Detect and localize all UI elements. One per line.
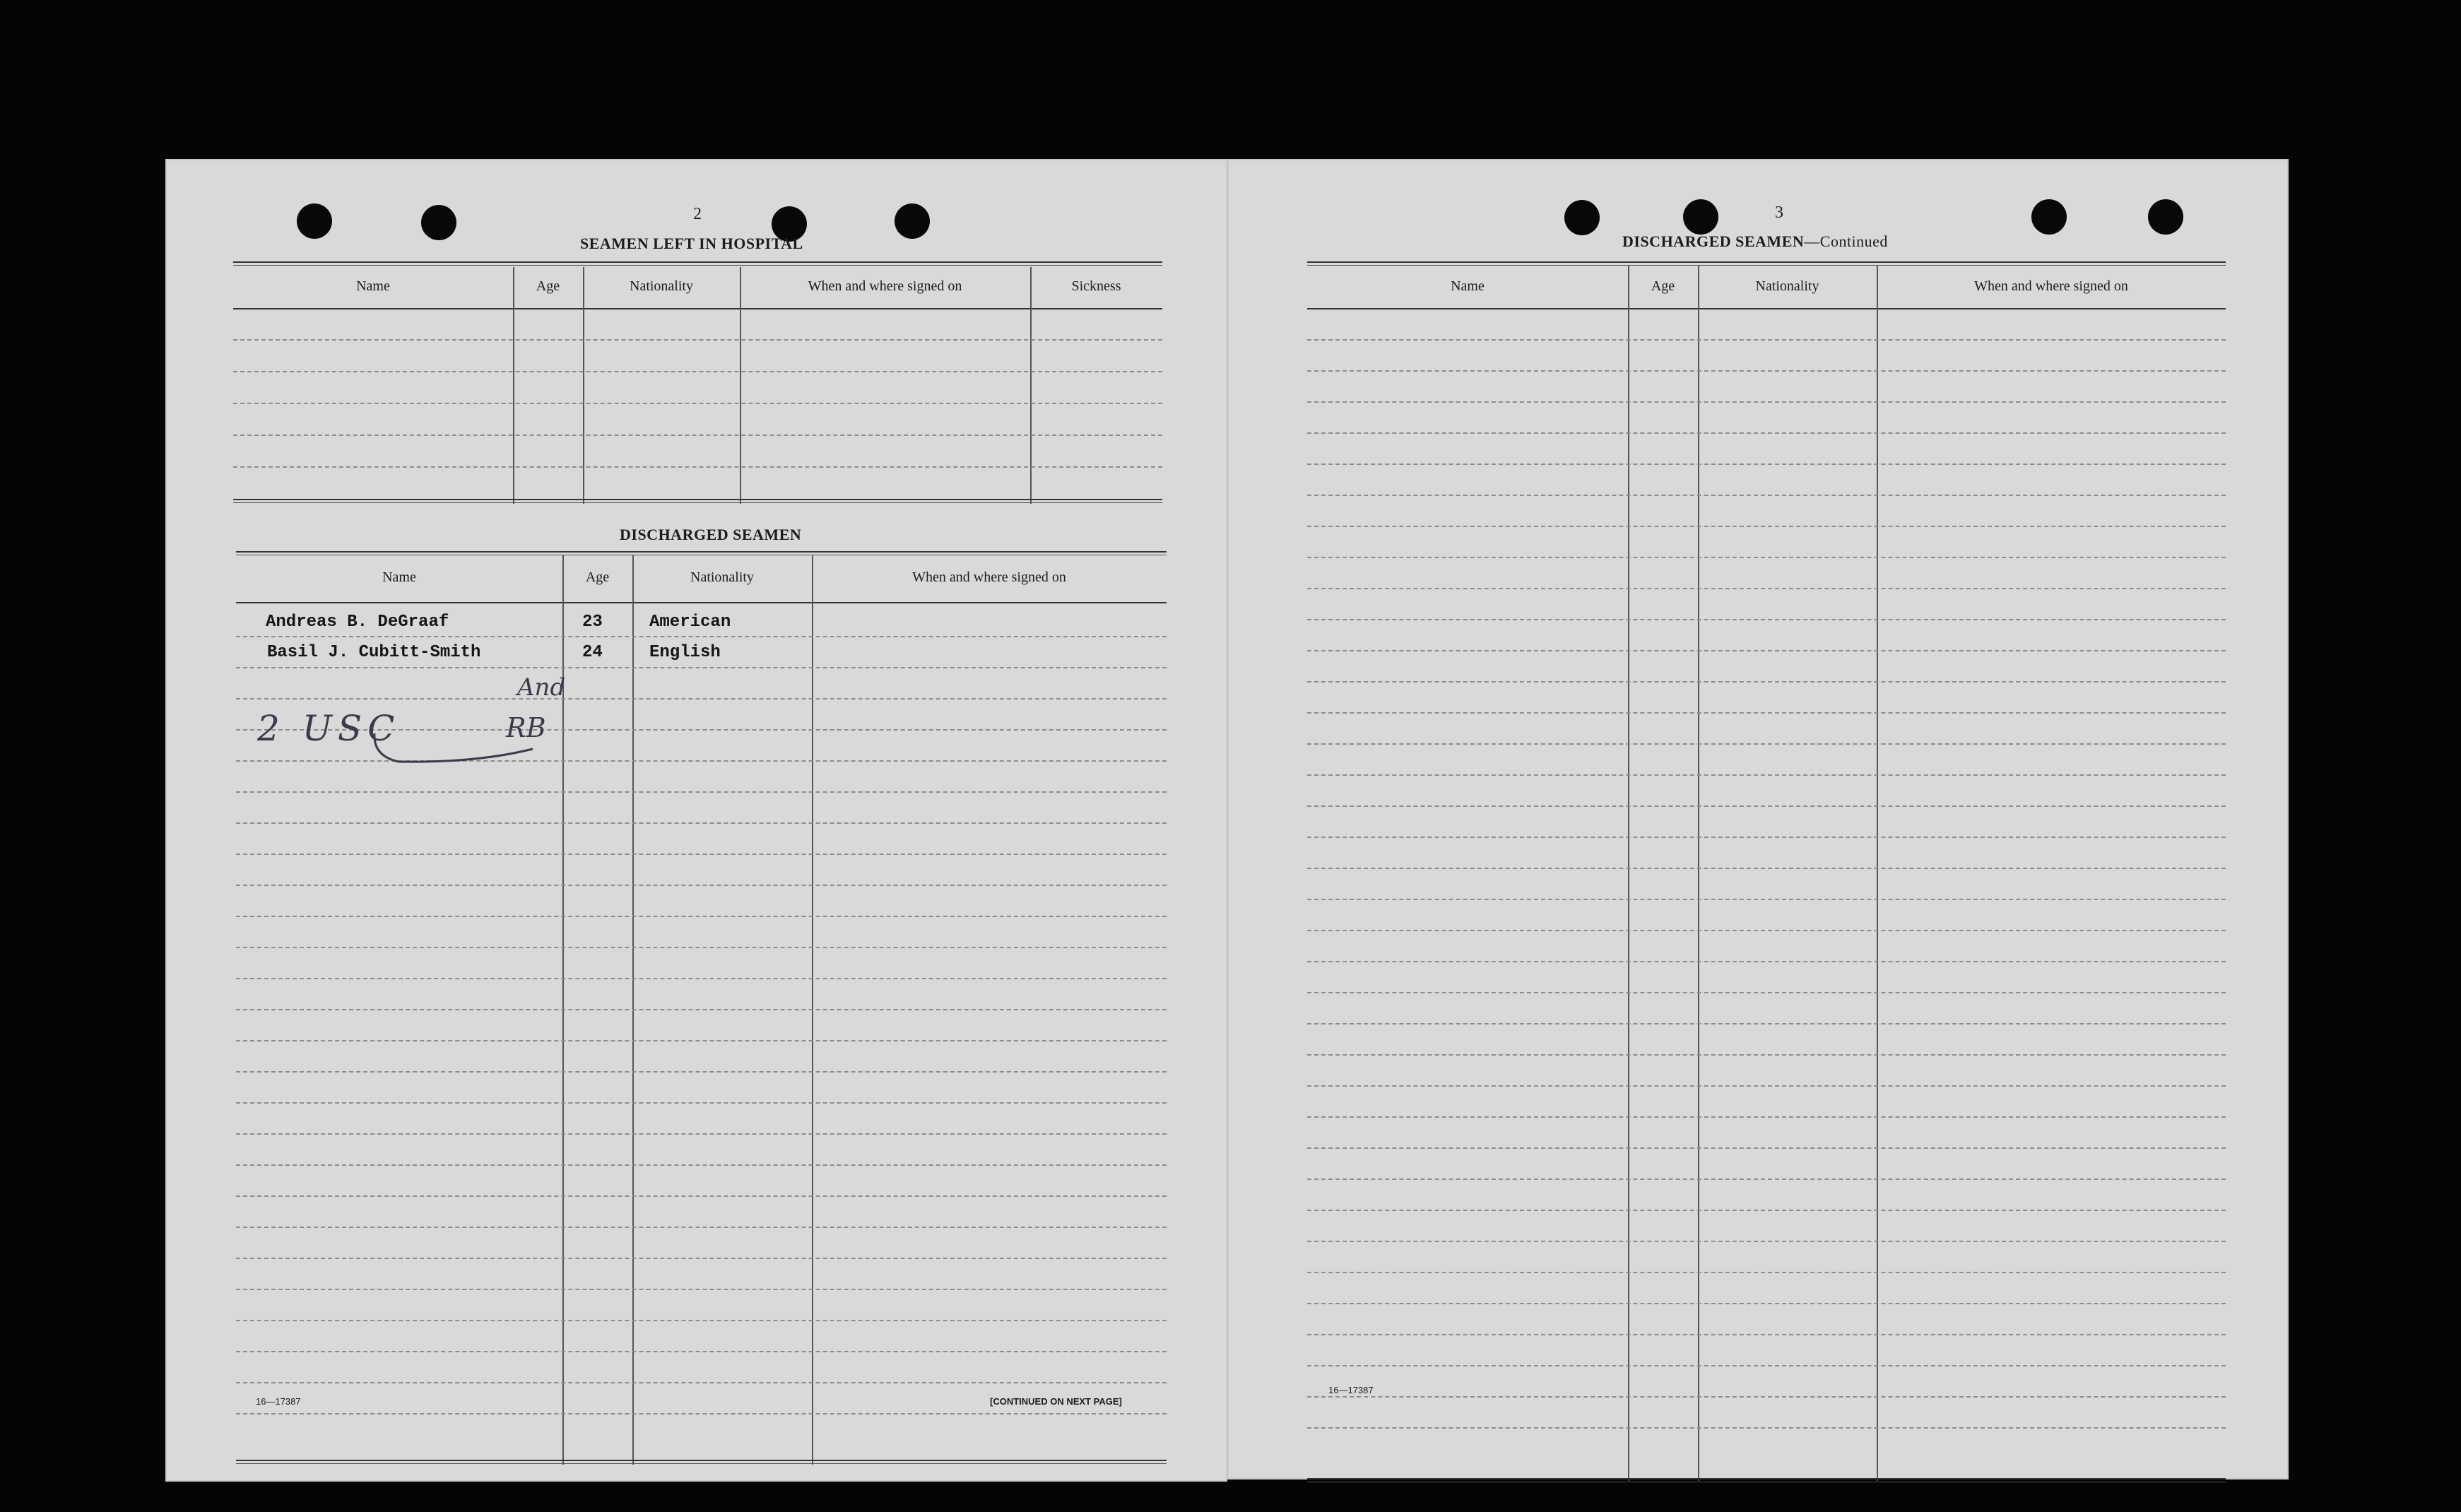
- seaman-age: 24: [582, 643, 603, 662]
- handwritten-note: 2 USC: [257, 708, 401, 749]
- hospital-table: [233, 261, 1162, 505]
- continued-note: [CONTINUED ON NEXT PAGE]: [990, 1396, 1122, 1407]
- seaman-name: Andreas B. DeGraaf: [266, 613, 449, 632]
- col-age: Age: [536, 278, 560, 294]
- col-when-where: When and where signed on: [808, 278, 962, 294]
- handwritten-and: And: [517, 673, 566, 702]
- punch-hole: [2148, 199, 2183, 235]
- col-name: Name: [356, 278, 390, 294]
- handwritten-initials: RB: [506, 712, 546, 743]
- title-suffix: —Continued: [1804, 232, 1888, 250]
- right-page: [1227, 159, 2289, 1479]
- punch-hole: [2031, 199, 2067, 235]
- col-age: Age: [1651, 278, 1675, 294]
- col-name: Name: [1451, 278, 1485, 294]
- discharged-continued-table: [1307, 261, 2226, 1484]
- seaman-nationality: American: [649, 613, 731, 632]
- discharged-section-title: DISCHARGED SEAMEN: [620, 526, 802, 543]
- form-number: 16—17387: [256, 1396, 301, 1407]
- hospital-section-title: SEAMEN LEFT IN HOSPITAL: [580, 235, 803, 252]
- col-nationality: Nationality: [630, 278, 693, 294]
- seaman-age: 23: [582, 613, 603, 632]
- punch-hole: [1683, 199, 1718, 235]
- col-age: Age: [585, 569, 610, 585]
- col-nationality: Nationality: [1755, 278, 1819, 294]
- punch-hole: [1564, 200, 1600, 235]
- col-name: Name: [382, 569, 416, 585]
- punch-hole: [297, 203, 332, 239]
- page-number: 2: [693, 205, 702, 223]
- discharged-table: [236, 551, 1167, 1465]
- title-main: DISCHARGED SEAMEN: [1622, 232, 1805, 250]
- form-number: 16—17387: [1328, 1385, 1374, 1395]
- seaman-name: Basil J. Cubitt-Smith: [267, 643, 481, 662]
- punch-hole: [421, 205, 456, 240]
- seaman-nationality: English: [649, 643, 721, 662]
- discharged-continued-title: [1622, 232, 1888, 251]
- page-number: 3: [1775, 203, 1783, 222]
- col-when-where: When and where signed on: [1974, 278, 2128, 294]
- col-when-where: When and where signed on: [912, 569, 1066, 585]
- col-nationality: Nationality: [690, 569, 754, 585]
- handwritten-bracket: [370, 721, 540, 777]
- col-sickness: Sickness: [1071, 278, 1121, 294]
- left-page: [165, 159, 1227, 1482]
- punch-hole: [895, 203, 930, 239]
